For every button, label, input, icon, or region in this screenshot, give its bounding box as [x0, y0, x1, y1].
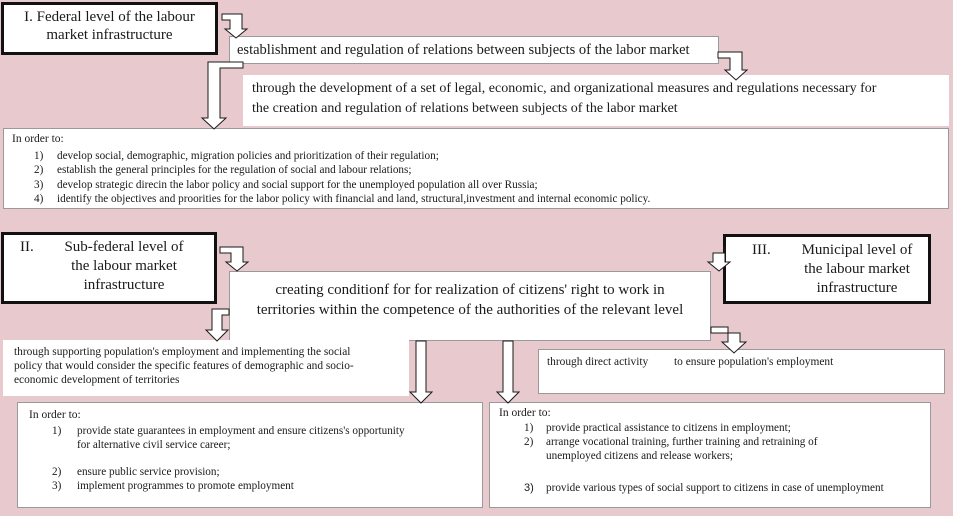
- municipal-item3-text: provide various types of social support to citizens in case of unemployment: [546, 482, 884, 494]
- subfederal-item1-line1: provide state guarantees in employment and ensure citizens's opportunity: [77, 425, 405, 437]
- establishment-text: establishment and regulation of relations between subjects of the labor market: [237, 42, 690, 58]
- municipal-numeral: III.: [752, 242, 771, 258]
- federal-in-order-to: In order to:: [12, 133, 64, 145]
- list-item-text: develop strategic direcin the labor policy and social support for the unemployed population all over Russia;: [57, 178, 538, 191]
- arrow-federal-to-establishment: [222, 14, 247, 38]
- municipal-title-line3: infrastructure: [816, 280, 898, 296]
- list-item-number: 1): [34, 150, 44, 162]
- subfederal-title-line2: the labour market: [71, 258, 177, 274]
- list-item-text: establish the general principles for the regulation of social and labour relations;: [57, 164, 412, 177]
- arrow-center-to-subfederal-goals: [410, 341, 432, 403]
- municipal-title-line2: the labour market: [804, 261, 910, 277]
- subfederal-item3-text: implement programmes to promote employment: [77, 480, 294, 492]
- subfederal-item1-number: 1): [52, 425, 62, 437]
- arrow-through-to-federal-goals: [202, 62, 243, 129]
- federal-through-line2: the creation and regulation of relations between subjects of the labor market: [252, 101, 678, 116]
- municipal-item2-line1: arrange vocational training, further training and retraining of: [546, 436, 818, 448]
- arrow-center-to-municipal-through: [711, 327, 746, 353]
- subfederal-item1-line2: for alternative civil service career;: [77, 439, 231, 451]
- municipal-through-part1: through direct activity: [547, 356, 649, 368]
- subfederal-item2-text: ensure public service provision;: [77, 466, 220, 478]
- federal-through-line1: through the development of a set of legal, economic, and organizational measures and regulations necessary for: [252, 81, 877, 96]
- municipal-in-order-to: In order to:: [499, 407, 551, 419]
- subfederal-through-line3: economic development of territories: [14, 374, 180, 386]
- municipal-item3-number: 3): [524, 482, 534, 494]
- arrow-subfederal-to-center: [220, 247, 248, 271]
- subfederal-title-line1: Sub-federal level of: [64, 239, 184, 255]
- arrow-center-to-municipal-goals: [497, 341, 519, 403]
- municipal-item1-number: 1): [524, 422, 534, 434]
- subfederal-through-line1: through supporting population's employment and implementing the social: [14, 346, 351, 358]
- federal-level-title-line2: market infrastructure: [46, 27, 173, 43]
- subfederal-numeral: II.: [20, 239, 34, 255]
- arrow-center-to-subfederal-through: [206, 309, 229, 341]
- center-line1: creating conditionf for for realization of citizens' right to work in: [275, 282, 665, 298]
- municipal-item2-line2: unemployed citizens and release workers;: [546, 450, 734, 462]
- subfederal-item2-number: 2): [52, 466, 62, 478]
- municipal-title-line1: Municipal level of: [801, 242, 913, 258]
- municipal-through-part2: to ensure population's employment: [674, 356, 834, 368]
- federal-level-title-line1: I. Federal level of the labour: [24, 9, 195, 25]
- center-line2: territories within the competence of the authorities of the relevant level: [256, 302, 684, 318]
- list-item-number: 3): [34, 178, 44, 191]
- list-item-number: 2): [34, 164, 44, 177]
- subfederal-through-line2: policy that would consider the specific features of demographic and socio-: [14, 360, 354, 372]
- subfederal-title-line3: infrastructure: [83, 277, 165, 293]
- municipal-item2-number: 2): [524, 436, 534, 448]
- list-item-number: 4): [34, 192, 44, 205]
- arrow-establishment-to-through: [718, 52, 747, 80]
- arrow-municipal-to-center: [708, 247, 730, 271]
- municipal-item1-text: provide practical assistance to citizens in employment;: [546, 422, 791, 434]
- subfederal-item3-number: 3): [52, 480, 62, 492]
- subfederal-in-order-to: In order to:: [29, 409, 81, 421]
- list-item-text: develop social, demographic, migration policies and prioritization of their regulation;: [57, 150, 439, 162]
- list-item-text: identify the objectives and proorities for the labor policy with financial and land, structural,investment and internal economic policy.: [57, 192, 651, 205]
